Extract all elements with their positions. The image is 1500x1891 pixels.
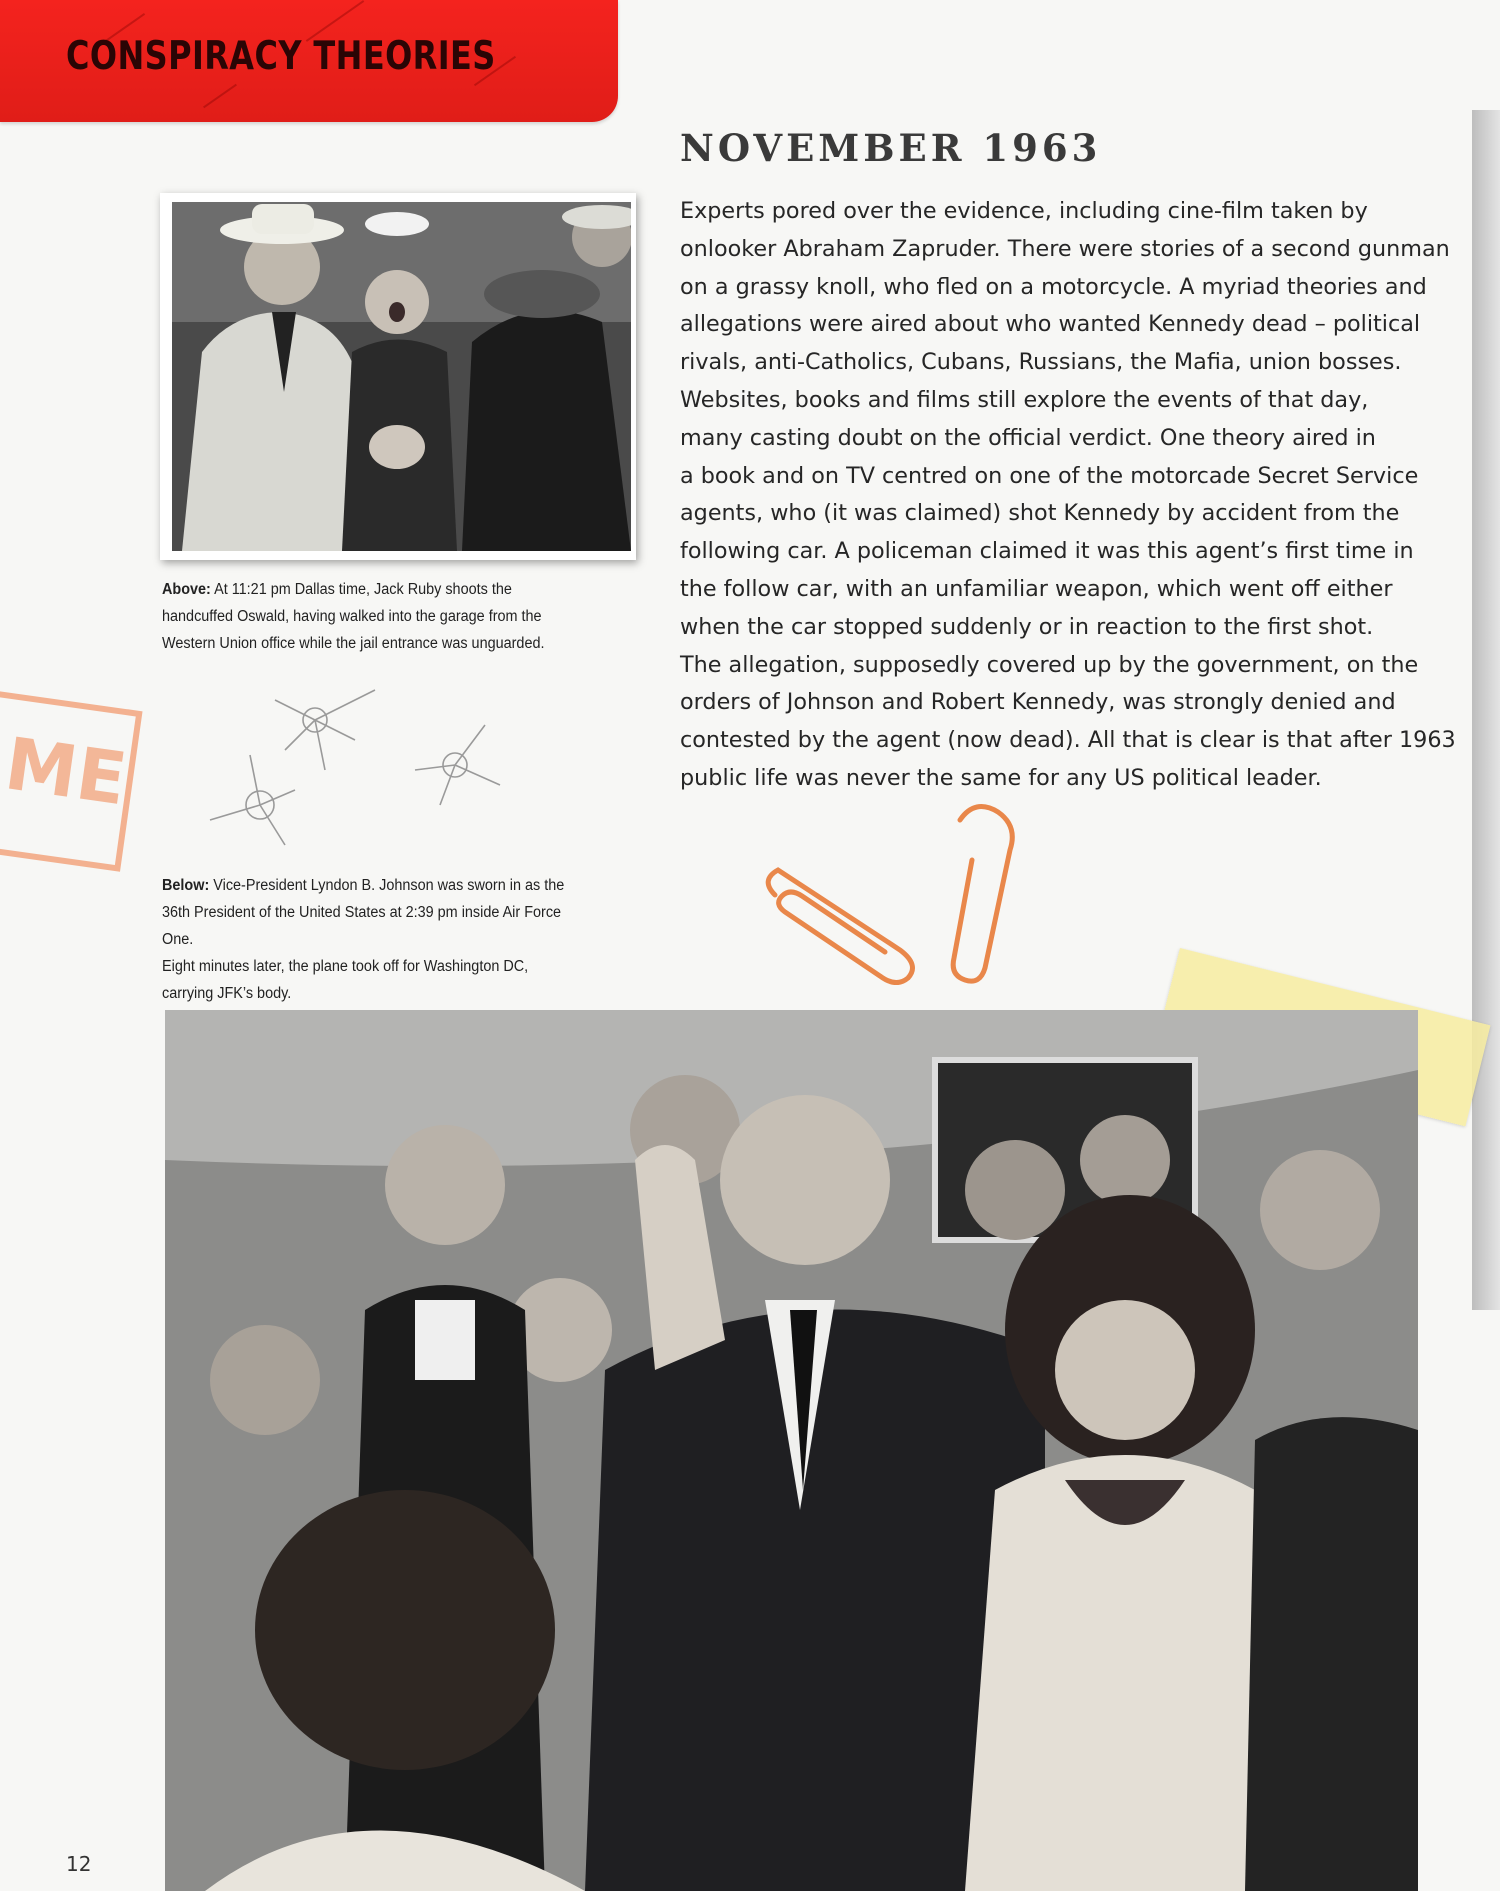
article-body (680, 193, 1456, 798)
body-line: contested by the agent (now dead). All that is clear is that after 1963 (680, 727, 1456, 754)
photo-oswald-shooting (160, 193, 636, 560)
caption-above-line: At 11:21 pm Dallas time, Jack Ruby shoots the (214, 581, 512, 598)
paperclip-icon (760, 800, 1030, 985)
photo-johnson-sworn-in (165, 1010, 1418, 1891)
bullet-holes-decoration (195, 670, 515, 860)
body-line: rivals, anti-Catholics, Cubans, Russians, the Mafia, union bosses. (680, 349, 1402, 376)
body-line: many casting doubt on the official verdict. One theory aired in (680, 424, 1376, 451)
body-line: The allegation, supposedly covered up by the government, on the (680, 651, 1419, 678)
caption-above-line: Western Union office while the jail entrance was unguarded. (162, 635, 545, 652)
body-line: public life was never the same for any US political leader. (680, 764, 1322, 791)
caption-above (162, 576, 571, 657)
caption-below (162, 872, 571, 1007)
body-line: onlooker Abraham Zapruder. There were stories of a second gunman (680, 235, 1450, 262)
caption-below-line: Eight minutes later, the plane took off for Washington DC, (162, 958, 529, 975)
background-paper-edge (1472, 110, 1500, 1310)
body-line: allegations were aired about who wanted Kennedy dead – political (680, 311, 1421, 338)
body-line: Websites, books and films still explore the events of that day, (680, 386, 1369, 413)
section-title: CONSPIRACY THEORIES (66, 34, 496, 79)
caption-above-line: handcuffed Oswald, having walked into the garage from the (162, 608, 542, 625)
body-line: the follow car, with an unfamiliar weapon, which went off either (680, 575, 1393, 602)
caption-below-line: Vice-President Lyndon B. Johnson was sworn in as the (213, 877, 565, 894)
body-line: Experts pored over the evidence, including cine-film taken by (680, 198, 1368, 224)
body-line: orders of Johnson and Robert Kennedy, was strongly denied and (680, 689, 1396, 716)
page-number: 12 (66, 1852, 92, 1876)
body-line: on a grassy knoll, who fled on a motorcycle. A myriad theories and (680, 273, 1427, 300)
body-line: agents, who (it was claimed) shot Kennedy by accident from the (680, 500, 1400, 527)
article-heading: NOVEMBER 1963 (680, 126, 1102, 170)
body-line: when the car stopped suddenly or in reaction to the first shot. (680, 613, 1374, 640)
stamp-decoration: ME (0, 690, 143, 872)
caption-below-line: 36th President of the United States at 2:39 pm inside Air Force One. (162, 904, 562, 948)
body-line: following car. A policeman claimed it was this agent’s first time in (680, 538, 1414, 565)
caption-above-label: Above: (162, 581, 211, 598)
caption-below-line: carrying JFK’s body. (162, 985, 292, 1002)
body-line: a book and on TV centred on one of the motorcade Secret Service (680, 462, 1419, 489)
caption-below-label: Below: (162, 877, 210, 894)
